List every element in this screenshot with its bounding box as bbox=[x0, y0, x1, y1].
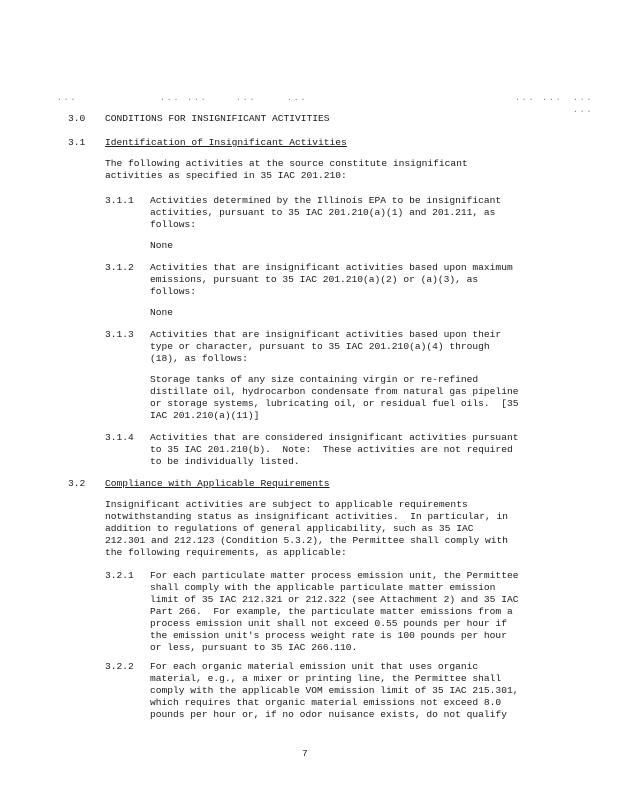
section-3-2-title: Compliance with Applicable Requirements bbox=[105, 478, 330, 489]
header-dots-4: ... bbox=[287, 94, 308, 103]
section-3-1-1-text: Activities determined by the Illinois EPA to be insignificant activities, pursuant to 35 IAC 201.210(a)(1) and 201.211, as follows: bbox=[150, 195, 502, 230]
section-3-2-intro: Insignificant activities are subject to applicable requirements notwithstanding status as insignificant activities. In particular, in addition to regulations of general applicability, such as 35 IAC 212.301 and 212.123 (Condition 5.3.2), the Permittee shall comply with the following requirements, as applicable: bbox=[105, 499, 509, 558]
header-dots bbox=[0, 93, 619, 115]
section-3-1-2-text: Activities that are insignificant activities based upon maximum emissions, pursuant to 35 IAC 201.210(a)(2) or (a)(3), as follows: bbox=[150, 262, 513, 297]
header-dots-2: ... ... bbox=[160, 94, 208, 103]
section-3-1-3-subitem: Storage tanks of any size containing virgin or re-refined distillate oil, hydrocarbon condensate from natural gas pipeline or storage systems, lubricating oil, or residual fuel oils. [35 IAC 201.210(a)(11)] bbox=[150, 374, 519, 421]
header-dots-5: ... ... bbox=[515, 94, 563, 103]
section-3-1-4-number: 3.1.4 bbox=[105, 432, 134, 443]
section-3-1-1-none: None bbox=[150, 240, 174, 251]
header-dots-6: ... ... bbox=[573, 94, 594, 115]
section-3-1-2-number: 3.1.2 bbox=[105, 262, 134, 273]
section-3-1-number: 3.1 bbox=[68, 137, 86, 148]
header-dots-3: ... bbox=[236, 94, 257, 103]
section-3-2-2-text: For each organic material emission unit that uses organic material, e.g., a mixer or printing line, the Permittee shall comply with the applicable VOM emission limit of 35 IAC 215.301, which requires that organic material emissions not exceed 8.0 pounds per hour or, if no odor nuisance exists, do not qualify bbox=[150, 661, 519, 720]
section-3-2-1-number: 3.2.1 bbox=[105, 570, 134, 581]
section-3-0-number: 3.0 bbox=[68, 113, 86, 124]
section-3-2-2-number: 3.2.2 bbox=[105, 661, 134, 672]
page-number: 7 bbox=[302, 748, 308, 759]
section-3-1-2-none: None bbox=[150, 307, 174, 318]
section-3-1-3-number: 3.1.3 bbox=[105, 329, 134, 340]
section-3-1-title: Identification of Insignificant Activities bbox=[105, 137, 347, 148]
section-3-0-title: CONDITIONS FOR INSIGNIFICANT ACTIVITIES bbox=[105, 113, 330, 124]
section-3-1-3-text: Activities that are insignificant activities based upon their type or character, pursuant to 35 IAC 201.210(a)(4) through (18), as follows: bbox=[150, 329, 502, 364]
section-3-1-4-text: Activities that are considered insignificant activities pursuant to 35 IAC 201.210(b). Note: These activities are not required to be individually listed. bbox=[150, 432, 519, 467]
section-3-2-1-text: For each particulate matter process emission unit, the Permittee shall comply with the applicable particulate matter emission limit of 35 IAC 212.321 or 212.322 (see Attachment 2) and 35 IAC Part 266. For example, the particulate matter emissions from a process emission unit shall not exceed 0.55 pounds per hour if the emission unit's process weight rate is 100 pounds per hour or less, pursuant to 35 IAC 266.110. bbox=[150, 570, 519, 653]
header-dots-1: ... bbox=[57, 94, 78, 103]
section-3-1-intro: The following activities at the source constitute insignificant activities as specified in 35 IAC 201.210: bbox=[105, 158, 468, 181]
section-3-1-1-number: 3.1.1 bbox=[105, 195, 134, 206]
section-3-2-number: 3.2 bbox=[68, 478, 86, 489]
